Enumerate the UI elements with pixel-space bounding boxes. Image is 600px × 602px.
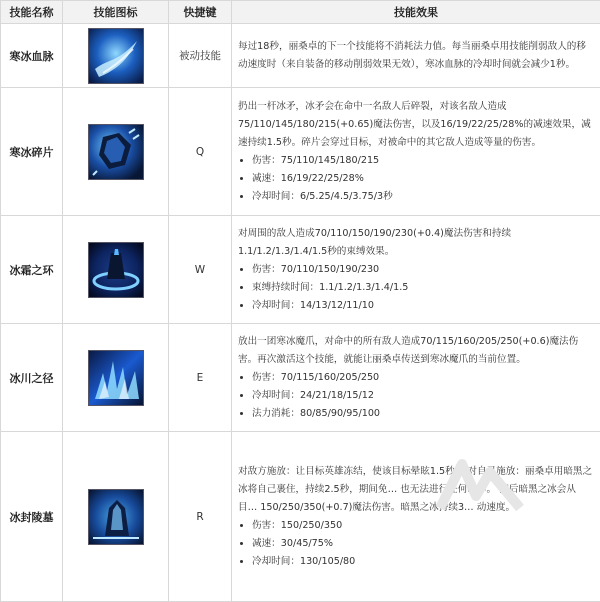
skill-name: 寒冰血脉 <box>1 24 63 88</box>
skill-hotkey: Q <box>169 88 232 216</box>
table-row <box>1 324 600 432</box>
glacial-path-icon <box>88 350 144 406</box>
frost-blood-icon <box>88 28 144 84</box>
list-item: • 冷却时间：130/105/80 <box>252 553 594 571</box>
list-item: • 冷却时间：6/5.25/4.5/3.75/3秒 <box>252 188 594 206</box>
header-skill-icon: 技能图标 <box>63 1 169 24</box>
skill-hotkey: R <box>169 432 232 602</box>
skill-name: 冰霜之环 <box>1 216 63 324</box>
skill-name: 寒冰碎片 <box>1 88 63 216</box>
ice-shard-icon <box>88 124 144 180</box>
skill-description: 每过18秒，丽桑卓的下一个技能将不消耗法力值。每当丽桑卓用技能削弱敌人的移动速度时（来自装备的移动削弱效果无效），寒冰血脉的冷却时间就会减少1秒。 <box>238 40 586 70</box>
list-item: • 减速：30/45/75% <box>252 535 594 553</box>
list-item: • 伤害：150/250/350 <box>252 517 594 535</box>
skill-stats-list <box>238 517 594 571</box>
table-row <box>1 24 600 88</box>
watermark-logo-icon <box>432 456 528 524</box>
list-item: • 伤害：70/115/160/205/250 <box>252 369 594 387</box>
skill-hotkey: 被动技能 <box>169 24 232 88</box>
skill-hotkey: E <box>169 324 232 432</box>
list-item: • 伤害：75/110/145/180/215 <box>252 152 594 170</box>
header-skill-name: 技能名称 <box>1 1 63 24</box>
list-item: • 束缚持续时间：1.1/1.2/1.3/1.4/1.5 <box>252 279 594 297</box>
skill-stats-list <box>238 369 594 423</box>
list-item: • 冷却时间：14/13/12/11/10 <box>252 297 594 315</box>
header-skill-effect: 技能效果 <box>232 1 600 24</box>
skill-stats-list <box>238 261 594 315</box>
skill-description: 扔出一杆冰矛，冰矛会在命中一名敌人后碎裂，对该名敌人造成75/110/145/180/215(+0.65)魔法伤害，以及16/19/22/25/28%的减速效果，减速持续1.5秒。碎片会穿过目标，对被命中的其它敌人造成等量的伤害。 <box>238 100 591 148</box>
skill-stats-list <box>238 152 594 206</box>
list-item: • 冷却时间：24/21/18/15/12 <box>252 387 594 405</box>
skill-description: 对敌方施放：让目标英雄冻结，使该目标晕眩1.5秒。 对自己施放：丽桑卓用暗黑之冰将自己裹住，持续2.5秒，期间免… 也无法进行任何动作。 随后暗黑之冰会从目… 150/250/350(+0.7)魔法伤害。暗黑之冰持续3… 动速度。 <box>238 465 593 513</box>
list-item: • 法力消耗：80/85/90/95/100 <box>252 405 594 423</box>
frozen-tomb-icon <box>88 489 144 545</box>
skill-name: 冰封陵墓 <box>1 432 63 602</box>
table-header-row <box>1 1 600 24</box>
table-row <box>1 216 600 324</box>
table-row <box>1 88 600 216</box>
list-item: • 伤害：70/110/150/190/230 <box>252 261 594 279</box>
skill-hotkey: W <box>169 216 232 324</box>
skill-description: 放出一团寒冰魔爪，对命中的所有敌人造成70/115/160/205/250(+0.6)魔法伤害。再次激活这个技能，就能让丽桑卓传送到寒冰魔爪的当前位置。 <box>238 335 579 365</box>
skill-description: 对周围的敌人造成70/110/150/190/230(+0.4)魔法伤害和持续1.1/1.2/1.3/1.4/1.5秒的束缚效果。 <box>238 227 512 257</box>
skill-name: 冰川之径 <box>1 324 63 432</box>
header-hotkey: 快捷键 <box>169 1 232 24</box>
frost-ring-icon <box>88 242 144 298</box>
list-item: • 减速：16/19/22/25/28% <box>252 170 594 188</box>
